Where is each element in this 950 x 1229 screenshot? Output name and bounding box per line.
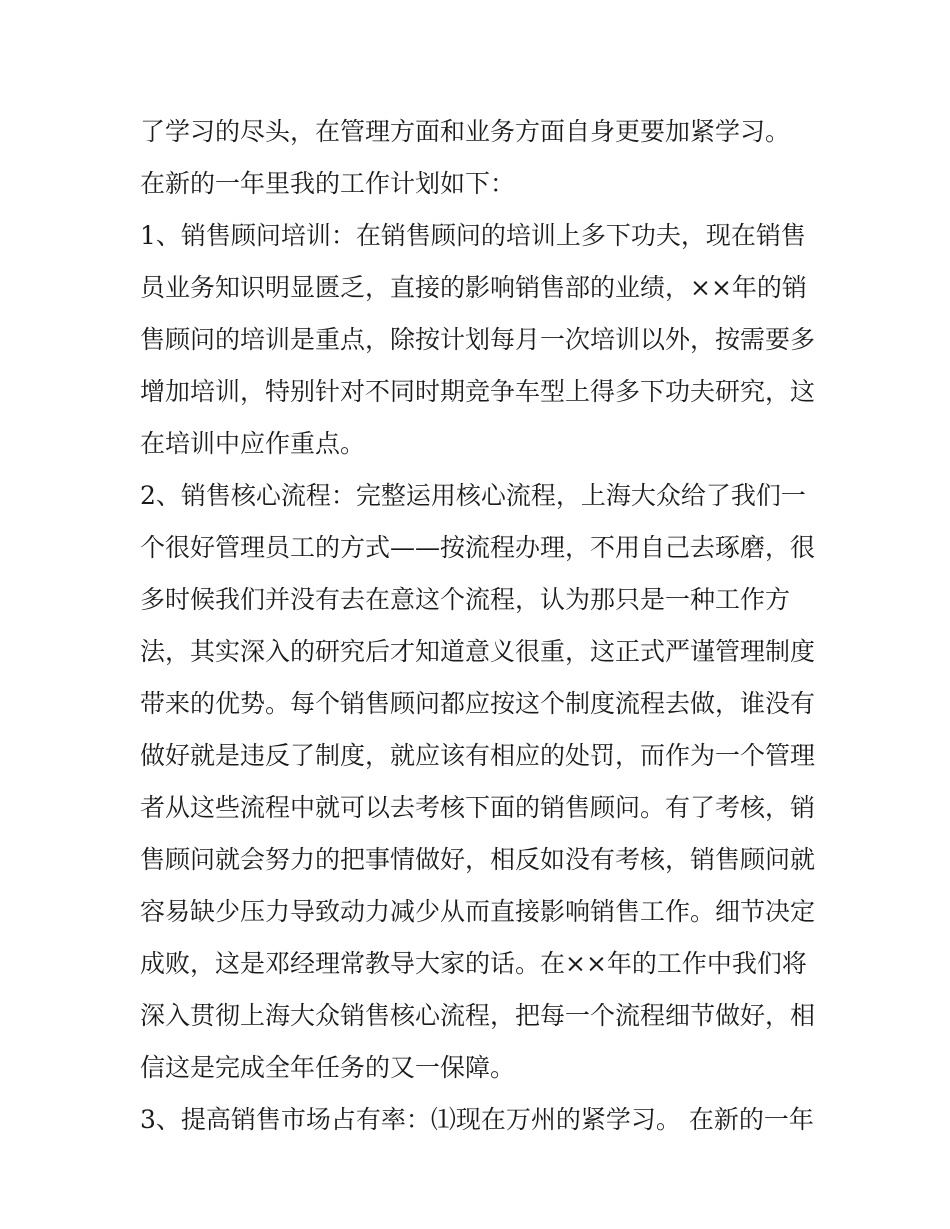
text-line: 1、销售顾问培训：在销售顾问的培训上多下功夫，现在销售 — [140, 221, 806, 250]
text-line: 者从这些流程中就可以去考核下面的销售顾问。有了考核，销 — [140, 793, 816, 822]
document-body — [140, 106, 820, 1146]
text-line: 做好就是违反了制度，就应该有相应的处罚，而作为一个管理 — [140, 741, 816, 770]
text-line: 了学习的尽头，在管理方面和业务方面自身更要加紧学习。 — [140, 117, 791, 146]
text-line: 法，其实深入的研究后才知道意义很重，这正式严谨管理制度 — [140, 637, 816, 666]
text-line: 售顾问就会努力的把事情做好，相反如没有考核，销售顾问就 — [140, 845, 816, 874]
text-line: 3、提高销售市场占有率：⑴现在万州的紧学习。 在新的一年 — [140, 1105, 814, 1134]
text-line: 个很好管理员工的方式——按流程办理，不用自己去琢磨，很 — [140, 533, 816, 562]
text-line: 在培训中应作重点。 — [140, 429, 366, 458]
text-line: 售顾问的培训是重点，除按计划每月一次培训以外，按需要多 — [140, 325, 816, 354]
text-line: 在新的一年里我的工作计划如下： — [140, 169, 516, 198]
text-line: 2、销售核心流程：完整运用核心流程，上海大众给了我们一 — [140, 481, 806, 510]
text-line: 增加培训，特别针对不同时期竞争车型上得多下功夫研究，这 — [140, 377, 816, 406]
text-line: 多时候我们并没有去在意这个流程，认为那只是一种工作方 — [140, 585, 791, 614]
text-line: 成败，这是邓经理常教导大家的话。在××年的工作中我们将 — [140, 949, 807, 978]
text-line: 信这是完成全年任务的又一保障。 — [140, 1053, 516, 1082]
text-line: 员业务知识明显匮乏，直接的影响销售部的业绩，××年的销 — [140, 273, 807, 302]
text-line: 深入贯彻上海大众销售核心流程，把每一个流程细节做好，相 — [140, 1001, 816, 1030]
text-line: 带来的优势。每个销售顾问都应按这个制度流程去做，谁没有 — [140, 689, 816, 718]
text-line: 容易缺少压力导致动力减少从而直接影响销售工作。细节决定 — [140, 897, 816, 926]
